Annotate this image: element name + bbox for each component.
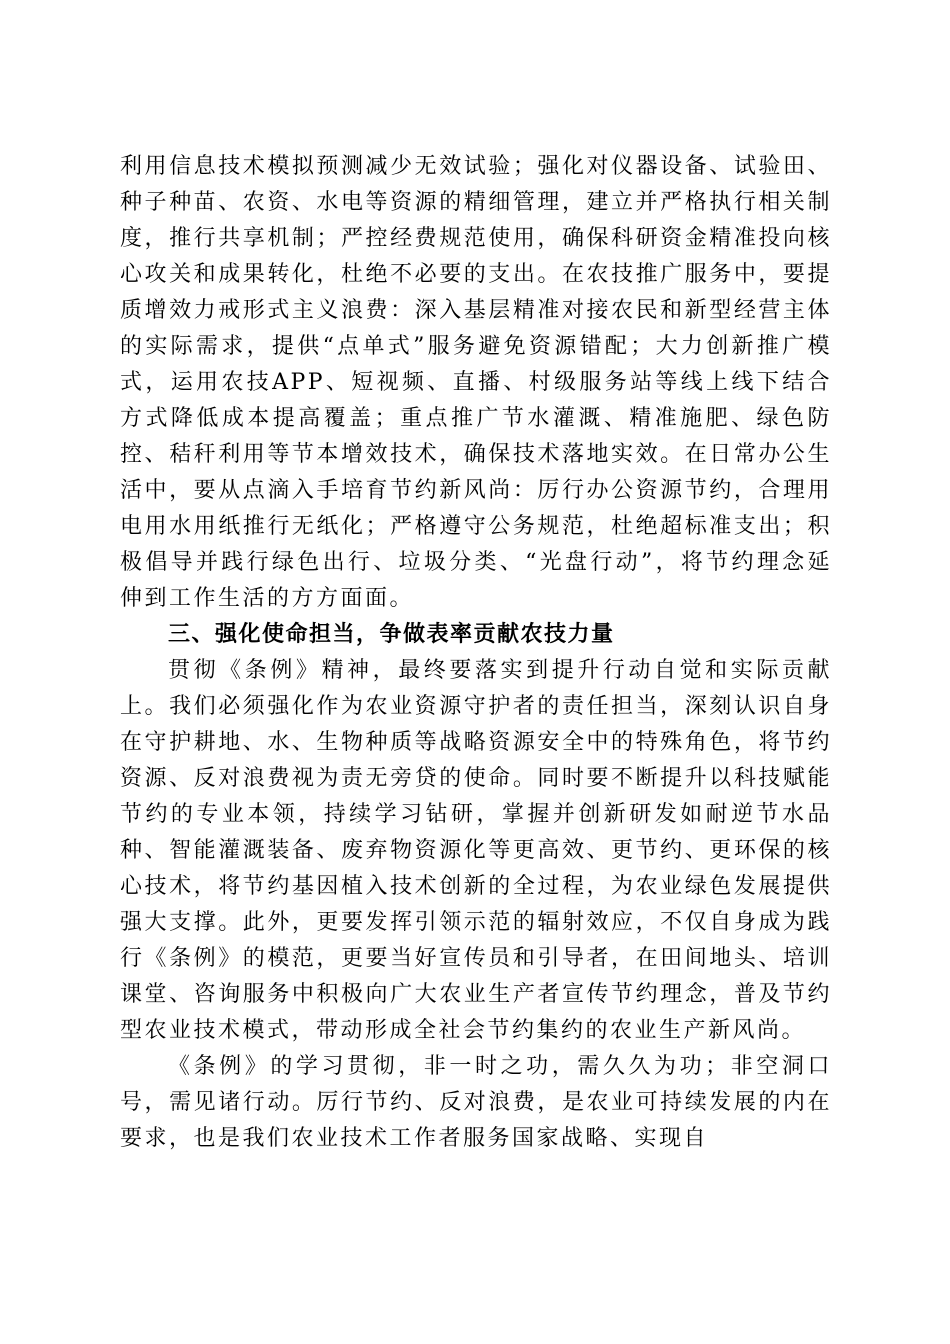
paragraph-mission: 贯彻《条例》精神，最终要落实到提升行动自觉和实际贡献上。我们必须强化作为农业资源守护者的责任担当，深刻认识自身在守护耕地、水、生物种质等战略资源安全中的特殊角色，将节约资源、反对浪费视为责无旁贷的使命。同时要不断提升以科技赋能节约的专业本领，持续学习钻研，掌握并创新研发如耐逆节水品种、智能灌溉装备、废弃物资源化等更高效、更节约、更环保的核心技术，将节约基因植入技术创新的全过程，为农业绿色发展提供强大支撑。此外，更要发挥引领示范的辐射效应，不仅自身成为践行《条例》的模范，更要当好宣传员和引导者，在田间地头、培训课堂、咨询服务中积极向广大农业生产者宣传节约理念，普及节约型农业技术模式，带动形成全社会节约集约的农业生产新风尚。 [120, 658, 832, 1043]
section-heading-3: 三、强化使命担当，争做表率贡献农技力量 [168, 622, 615, 647]
document-body [120, 149, 832, 1157]
paragraph-conclusion: 《条例》的学习贯彻，非一时之功，需久久为功；非空洞口号，需见诸行动。厉行节约、反对浪费，是农业可持续发展的内在要求，也是我们农业技术工作者服务国家战略、实现自 [120, 1054, 832, 1151]
paragraph-resource-saving: 利用信息技术模拟预测减少无效试验；强化对仪器设备、试验田、种子种苗、农资、水电等资源的精细管理，建立并严格执行相关制度，推行共享机制；严控经费规范使用，确保科研资金精准投向核心攻关和成果转化，杜绝不必要的支出。在农技推广服务中，要提质增效力戒形式主义浪费：深入基层精准对接农民和新型经营主体的实际需求，提供“点单式”服务避免资源错配；大力创新推广模式，运用农技APP、短视频、直播、村级服务站等线上线下结合方式降低成本提高覆盖；重点推广节水灌溉、精准施肥、绿色防控、秸秆利用等节本增效技术，确保技术落地实效。在日常办公生活中，要从点滴入手培育节约新风尚：厉行办公资源节约，合理用电用水用纸推行无纸化；严格遵守公务规范，杜绝超标准支出；积极倡导并践行绿色出行、垃圾分类、“光盘行动”，将节约理念延伸到工作生活的方方面面。 [120, 154, 832, 611]
